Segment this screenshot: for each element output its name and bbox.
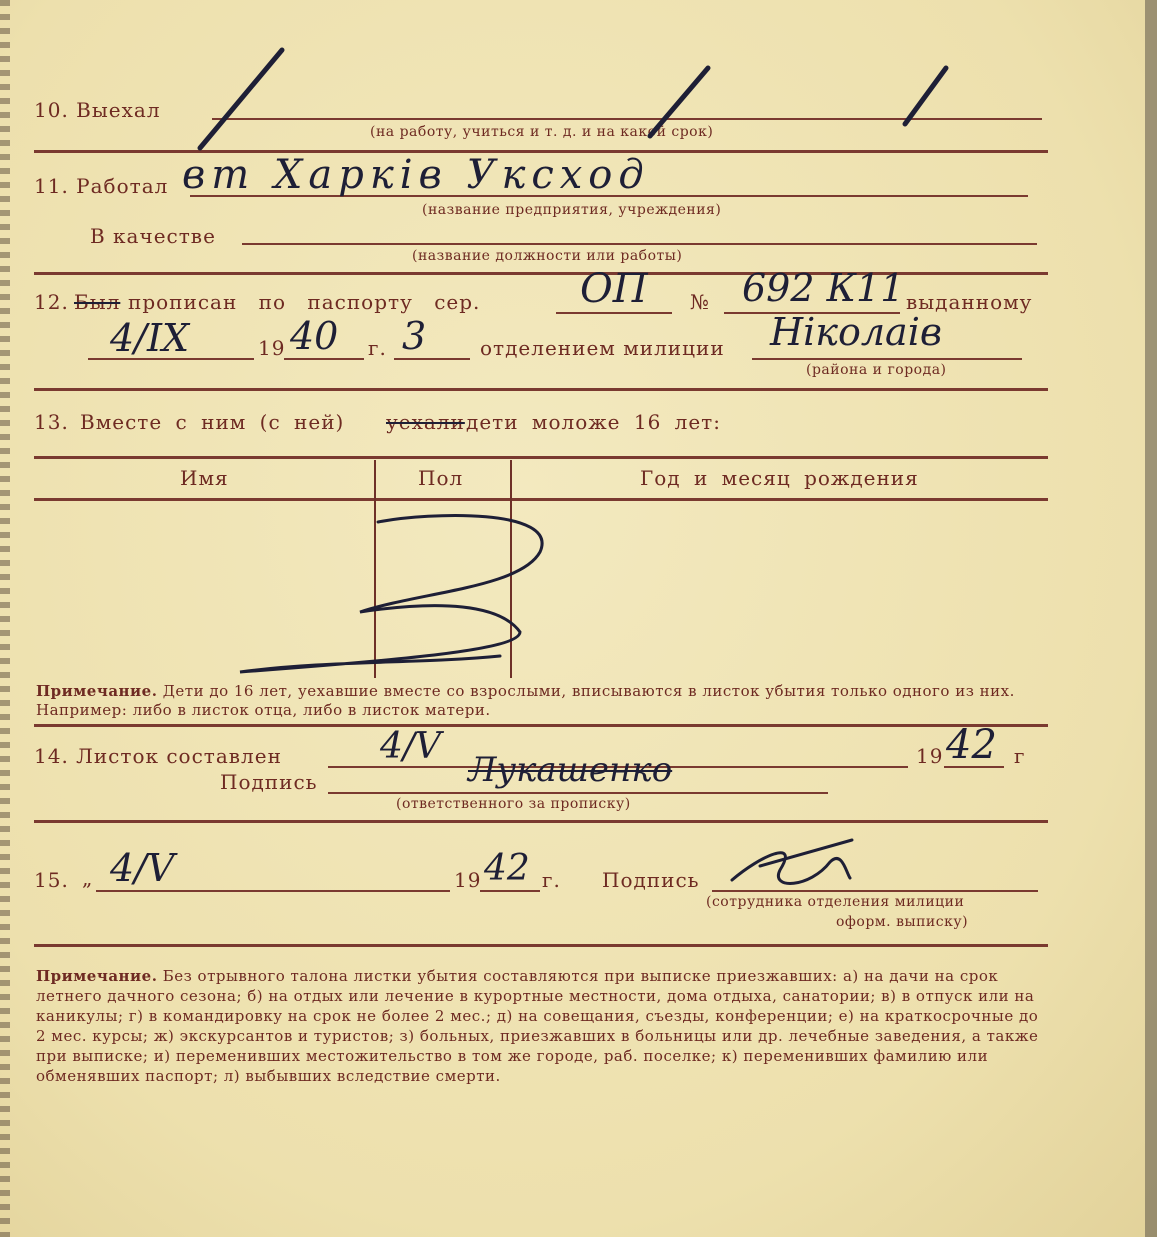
field-11-label: 11. Работал: [34, 174, 169, 198]
field-14-label: 14. Листок составлен: [34, 744, 282, 768]
field-12-passport-number: 692 К11: [742, 266, 905, 310]
field-10-caption: (на работу, учиться и т. д. и на какой срок): [370, 124, 714, 140]
field-12-date: 4/IX: [110, 316, 190, 360]
field-11-position-label: В качестве: [90, 224, 216, 248]
field-13-text-2: дети моложе 16 лет:: [466, 410, 721, 434]
field-12-caption: (района и города): [806, 362, 947, 378]
field-12-police-label: отделением милиции: [480, 336, 725, 360]
field-13-text: Вместе с ним (с ней): [80, 410, 345, 434]
empty-table-scribble: [240, 515, 542, 672]
dash-stroke: [200, 50, 282, 148]
officer-signature: [732, 840, 852, 883]
field-15-sign-label: Подпись: [602, 868, 700, 892]
field-12-struck: Был: [74, 290, 121, 314]
field-12-department: 3: [402, 314, 427, 358]
field-15-number: 15.: [34, 868, 69, 892]
field-12-year-prefix: 19: [258, 336, 286, 360]
field-15-year-suffix: г.: [542, 868, 561, 892]
dash-stroke: [650, 68, 708, 136]
note-children-text: Дети до 16 лет, уехавшие вместе со взрослыми, вписываются в листок убытия только одного из них. Например: либо в листок отца, либо в листок матери.: [36, 682, 1015, 719]
field-15-caption-2: оформ. выписку): [836, 914, 969, 930]
field-12-issued: выданному: [906, 290, 1033, 314]
field-14-year-suffix: г: [1014, 744, 1026, 768]
field-11-caption: (название предприятия, учреждения): [422, 202, 722, 218]
field-15-caption-1: (сотрудника отделения милиции: [706, 894, 965, 910]
field-11-position-caption: (название должности или работы): [412, 248, 683, 264]
field-15-year-prefix: 19: [454, 868, 482, 892]
table-header-sex: Пол: [418, 466, 464, 490]
dash-stroke: [905, 68, 946, 124]
note-exemptions-title: Примечание.: [36, 967, 158, 985]
field-12-year-suffix: г.: [368, 336, 387, 360]
field-12-number: 12.: [34, 290, 69, 314]
field-11-handwriting: вт Харкiв Уксход: [182, 152, 650, 198]
field-12-no-label: №: [690, 290, 710, 314]
field-12-series: ОП: [580, 266, 648, 312]
table-header-name: Имя: [180, 466, 229, 490]
table-header-birth: Год и месяц рождения: [640, 466, 919, 490]
note-children-title: Примечание.: [36, 682, 158, 700]
field-12-city: Нiколаiв: [770, 310, 942, 354]
field-15-year: 42: [484, 848, 530, 889]
field-14-year-prefix: 19: [916, 744, 944, 768]
field-14-year: 42: [946, 722, 997, 768]
field-14-signature: Лукашенко: [468, 750, 673, 790]
field-15-date: 4/V: [110, 846, 175, 890]
field-14-date: 4/V: [380, 726, 442, 767]
field-12-year: 40: [290, 314, 339, 358]
field-13-number: 13.: [34, 410, 69, 434]
field-15-quote: „: [82, 866, 94, 890]
field-13-struck: уехали: [386, 410, 465, 434]
field-14-sign-label: Подпись: [220, 770, 318, 794]
field-10-label: 10. Выехал: [34, 98, 161, 122]
field-14-caption: (ответственного за прописку): [396, 796, 631, 812]
field-12-text: прописан по паспорту сер.: [128, 290, 481, 314]
note-exemptions-text: Без отрывного талона листки убытия составляются при выписке приезжавших: а) на дачи на срок летнего дачного сезона; б) на отдых или лечение в курортные местности, дома отдыха, санатории; в) в отпуск или на каникулы; г) в командировку на срок не более 2 мес.; д) на совещания, съезды, конференции; е) на краткосрочные до 2 мес. курсы; ж) экскурсантов и туристов; з) больных, приезжавших в больницы или др. лечебные заведения, а также при выписке; и) переменивших местожительство в том же городе, раб. поселке; к) переменивших фамилию или обменявших паспорт; л) выбывших вследствие смерти.: [36, 967, 1039, 1085]
